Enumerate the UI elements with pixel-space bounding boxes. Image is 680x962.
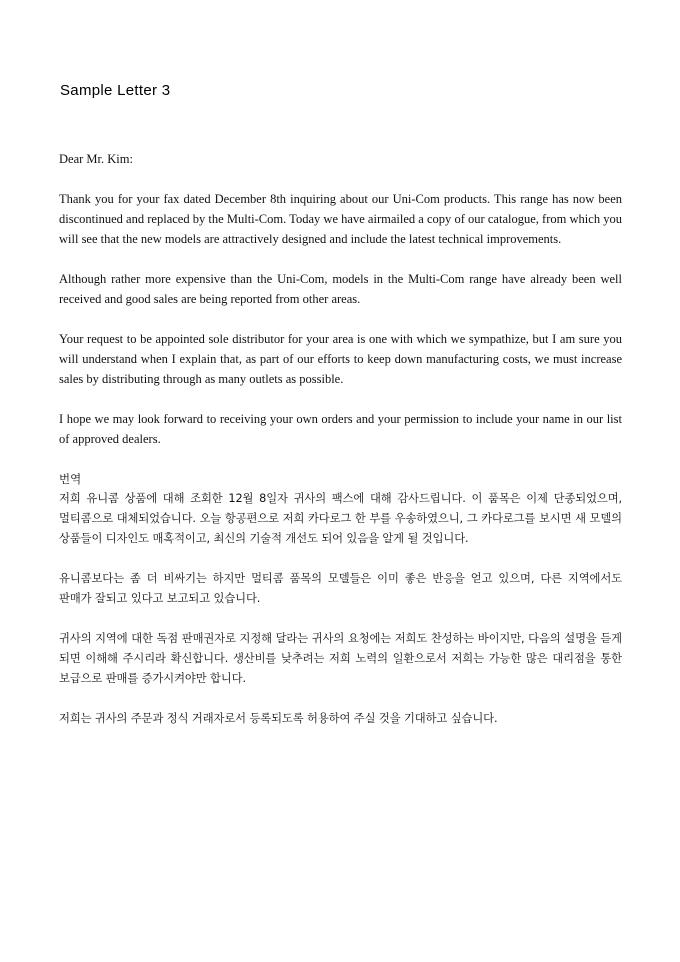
letter-title: Sample Letter 3 xyxy=(60,82,171,99)
translation-paragraph-3: 귀사의 지역에 대한 독점 판매권자로 지정해 달라는 귀사의 요청에는 저희도 찬성하는 바이지만, 다음의 설명을 듣게 되면 이해해 주시리라 확신합니다. 생산비를 낮추려는 저희 노력의 일환으로서 저희는 가능한 많은 대리점을 통한 보급으로 판매를 증가시켜야만 합니다. xyxy=(59,632,622,685)
letter-paragraph-2: Although rather more expensive than the Uni-Com, models in the Multi-Com range have already been well received and good sales are being reported from other areas. xyxy=(59,272,622,306)
letter-paragraph-3: Your request to be appointed sole distributor for your area is one with which we sympathize, but I am sure you will understand when I explain that, as part of our efforts to keep down manufacturing costs, we must increase sales by distributing through as many outlets as possible. xyxy=(59,332,622,386)
translation-paragraph-1: 저희 유니콤 상품에 대해 조회한 12월 8일자 귀사의 팩스에 대해 감사드립니다. 이 품목은 이제 단종되었으며, 멀티콤으로 대체되었습니다. 오늘 항공편으로 저희 카다로그 한 부를 우송하였으니, 그 카다로그를 보시면 새 모델의 상품들이 디자인도 매혹적이고, 최신의 기술적 개선도 되어 있음을 알게 될 것입니다. xyxy=(59,492,622,545)
translation-paragraph-2: 유니콤보다는 좀 더 비싸기는 하지만 멀티콤 품목의 모델들은 이미 좋은 반응을 얻고 있으며, 다른 지역에서도 판매가 잘되고 있다고 보고되고 있습니다. xyxy=(59,572,622,605)
letter-paragraph-4: I hope we may look forward to receiving your own orders and your permission to include your name in our list of approved dealers. xyxy=(59,412,622,446)
translation-paragraph-4: 저희는 귀사의 주문과 정식 거래자로서 등록되도록 허용하여 주실 것을 기대하고 싶습니다. xyxy=(59,712,498,725)
salutation: Dear Mr. Kim: xyxy=(59,152,133,166)
letter-body xyxy=(59,149,622,749)
letter-paragraph-1: Thank you for your fax dated December 8th inquiring about our Uni-Com products. This range has now been discontinued and replaced by the Multi-Com. Today we have airmailed a copy of our catalogue, from which you will see that the new models are attractively designed and include the latest technical improvements. xyxy=(59,192,622,246)
translation-label: 번역 xyxy=(59,472,82,486)
